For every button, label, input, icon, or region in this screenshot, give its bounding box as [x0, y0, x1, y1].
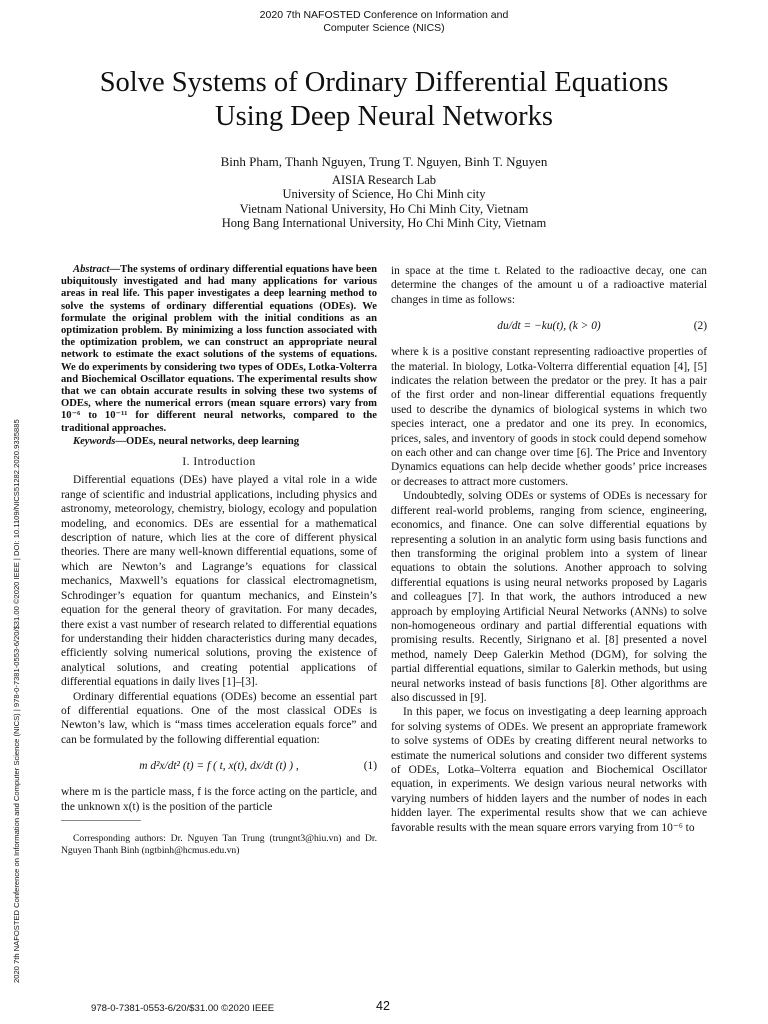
- section-heading-introduction: I. Introduction: [182, 456, 256, 469]
- author-lab: AISIA Research Lab: [331, 172, 437, 187]
- footer-isbn: 978-0-7381-0553-6/20/$31.00 ©2020 IEEE: [91, 1003, 275, 1014]
- intro-paragraph-2: Ordinary differential equations (ODEs) become an essential part of differential equations. One of the most classical ODEs is Newton’s law, which is “mass times acceleration equals force” and can be formulated by the following differential equation:: [61, 690, 377, 746]
- right-column: [391, 264, 707, 835]
- author-affiliation-1: University of Science, Ho Chi Minh city: [282, 187, 486, 202]
- abstract-text: —The systems of ordinary differential equations have been ubiquitously investigated and had many applications for various areas in real life. This paper investigates a deep learning method to solve the systems of ordinary differential equations (ODEs). We formulate the original problem with the initial conditions as an optimization problem. By minimizing a loss function associated with the optimization problem, we can construct an appropriate neural network to estimate the exact solutions of the systems of equations. We do experiments by considering two types of ODEs, Lotka-Volterra and Biochemical Oscillator equations. The experimental results show that we can obtain accurate results in solving these two systems of ODEs, where the numerical errors (mean square errors) vary from 10⁻⁶ to 10⁻¹¹ for different neural networks, compared to the traditional approaches.: [61, 264, 377, 434]
- right-paragraph-1: in space at the time t. Related to the radioactive decay, one can determine the changes of the amount u of a radioactive material changes in time as follows:: [391, 265, 707, 306]
- right-paragraph-3: Undoubtedly, solving ODEs or systems of ODEs is necessary for different real-world problems, ranging from science, engineering, economics, and finance. One can solve differential equations by representing a solution in an analytic form using basis functions and then transforming the original problem into a system of linear equations to obtain the solutions. Another approach to solving differential equations is using neural networks proposed by Lagaris and colleagues [7]. In that work, the authors introduced a new approach by employing Artificial Neural Networks (ANNs) to solve non-homogeneous ordinary and partial differential equations with promising results. Recently, Sirignano et al. [8] presented a novel method, namely Deep Galerkin Method (DGM), for solving the partial differential equations, similar to Galerkin methods, but using neural networks instead of basis functions [8]. Other algorithms are also discussed in [9].: [391, 490, 707, 704]
- equation-2-body: du/dt = −ku(t), (k > 0): [497, 320, 601, 333]
- keywords-lead: Keywords: [73, 435, 116, 447]
- intro-paragraph-1: Differential equations (DEs) have played a vital role in a wide range of scientific and industrial applications, including physics and astronomy, meteorology, chemistry, biology, ecology and population modeling, and economics. DEs are essential for a mathematical description of nature, which lies at the core of different physical theories. There are many well-known differential equations, some of which are Newton’s and Lagrange’s equations for classical mechanics, Maxwell’s equations for classical electromagnetism, Schrodinger’s equation for quantum mechanics, and Einstein’s equation for the general theory of gravitation. For many decades, there exist a vast number of research related to differential equations for understanding their hidden characteristics during many decades, efficiently solving numerical solutions, proving the existence of analytical solutions, and creating potential applications of differential equations in daily lives [1]–[3].: [61, 474, 377, 689]
- conference-header: [0, 9, 768, 35]
- author-affiliation-3: Hong Bang International University, Ho Chi Minh City, Vietnam: [221, 216, 547, 231]
- footnote-corresponding-authors: Corresponding authors: Dr. Nguyen Tan Trung (trungnt3@hiu.vn) and Dr. Nguyen Thanh Binh (ngtbinh@hcmus.edu.vn): [61, 832, 377, 856]
- equation-1-number: (1): [363, 760, 377, 773]
- author-affiliation-2: Vietnam National University, Ho Chi Minh City, Vietnam: [239, 201, 529, 216]
- page-number: 42: [376, 999, 390, 1013]
- right-paragraph-2: where k is a positive constant representing radioactive properties of the material. In biology, Lotka-Volterra differential equation [4], [5] indicates the relation between the predator or the prey. It has a pair of the first order and non-linear differential equations frequently used to describe the dynamics of biological systems in which two species interact, one a predator and one its prey. In economics, prices, sales, and inventory of goods in stock could depend somehow on each other and can change over time [6]. The Price and Inventory Dynamics equations can help decide whether goods’ price increases or decreases to attract more customers.: [391, 346, 707, 488]
- keywords-text: —ODEs, neural networks, deep learning: [115, 435, 300, 447]
- abstract-lead: Abstract: [73, 264, 110, 275]
- author-names: Binh Pham, Thanh Nguyen, Trung T. Nguyen, Binh T. Nguyen: [220, 154, 548, 169]
- equation-1-body: m d²x/dt² (t) = f ( t, x(t), dx/dt (t) ) ,: [139, 760, 299, 773]
- equation-1: [61, 749, 377, 783]
- paper-title-line2: Using Deep Neural Networks: [215, 101, 553, 132]
- equation-2: [391, 309, 707, 343]
- abstract: [61, 264, 377, 435]
- paper-title-line1: Solve Systems of Ordinary Differential Equations: [99, 67, 669, 98]
- side-doi-stamp: 2020 7th NAFOSTED Conference on Information and Computer Science (NICS) | 978-0-7381-0553-6/20/$31.00 ©2020 IEEE | DOI: 10.1109/NICS51282.2020.9335885: [12, 419, 21, 983]
- paper-title: [40, 66, 728, 134]
- conference-header-line1: 2020 7th NAFOSTED Conference on Information and: [259, 9, 509, 21]
- conference-header-line2: Computer Science (NICS): [323, 22, 445, 34]
- left-column: [61, 264, 377, 856]
- author-block: [0, 155, 768, 231]
- keywords: [61, 436, 377, 448]
- footnote-divider: [61, 820, 141, 821]
- right-paragraph-4: In this paper, we focus on investigating a deep learning approach for solving systems of ODEs. We present an appropriate framework to solve systems of ODEs by creating different neural networks to estimate the numerical solutions and consider two different systems of ODEs, Lotka–Volterra equation and Biochemical Oscillator equation, in experiments. We design various neural networks with varying numbers of hidden layers and the number of nodes in each hidden layer. The experimental results show that we can achieve favorable results with the mean square errors varying from 10⁻⁶ to: [391, 706, 707, 834]
- equation-2-number: (2): [693, 320, 707, 333]
- intro-paragraph-3: where m is the particle mass, f is the force acting on the particle, and the unknown x(t) is the position of the particle: [61, 786, 377, 813]
